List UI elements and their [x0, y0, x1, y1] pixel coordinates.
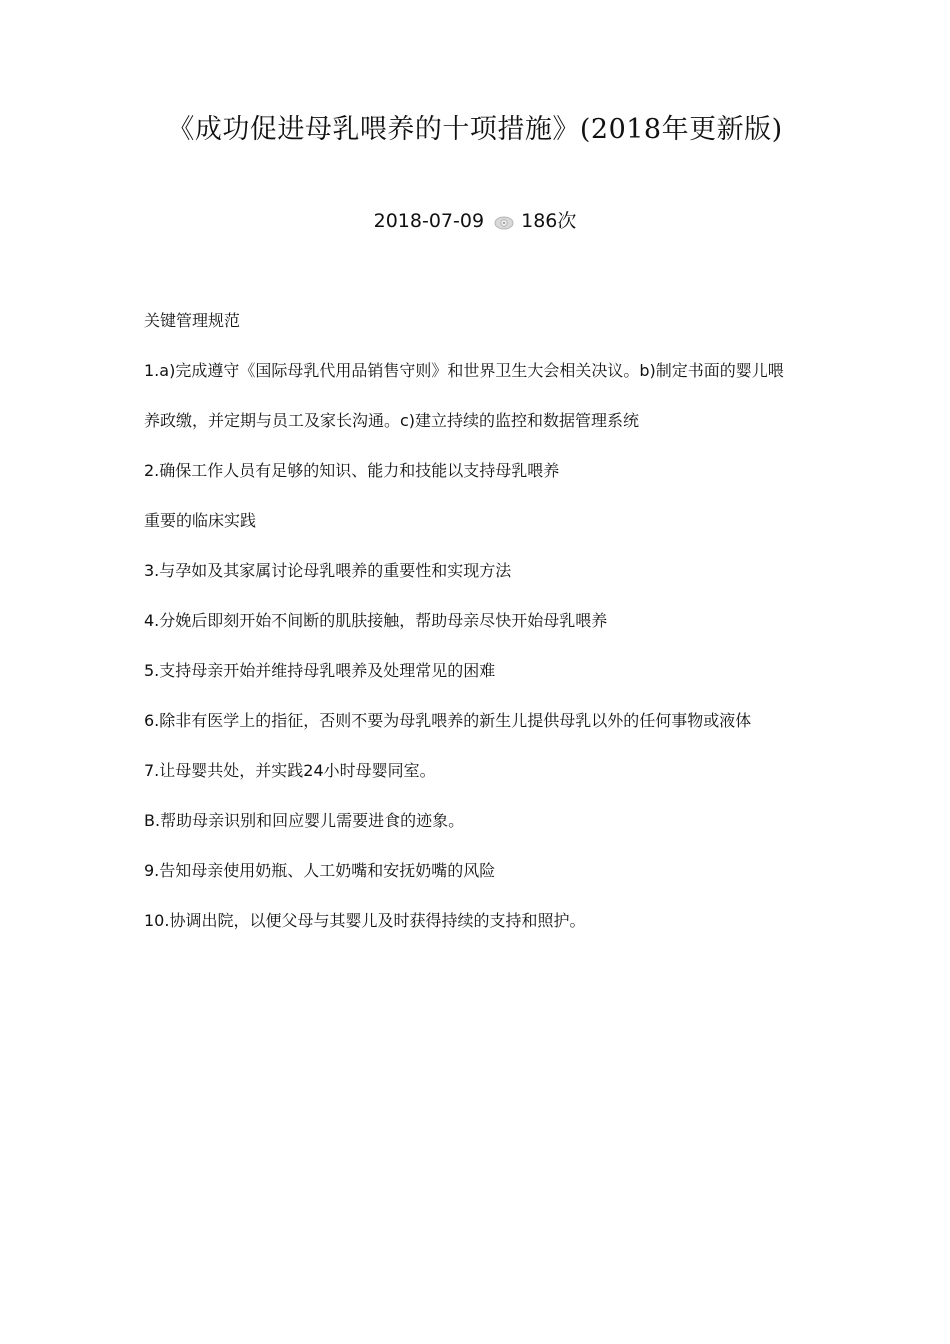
article-paragraph: 5.支持母亲开始并维持母乳喂养及处理常见的困难: [144, 661, 496, 680]
article-body: [144, 296, 814, 946]
article-paragraph: 4.分娩后即刻开始不间断的肌肤接触，帮助母亲尽快开始母乳喂养: [144, 611, 608, 630]
section-heading: 重要的临床实践: [144, 511, 257, 530]
article-paragraph: 2.确保工作人员有足够的知识、能力和技能以支持母乳喂养: [144, 461, 560, 480]
post-meta: [0, 206, 950, 236]
article-paragraph: 1.a)完成遵守《国际母乳代用品销售守则》和世界卫生大会相关决议。b)制定书面的婴儿喂: [144, 361, 784, 380]
article-paragraph: B.帮助母亲识别和回应婴儿需要进食的迹象。: [144, 811, 465, 830]
view-count: 186次: [521, 210, 577, 232]
article-paragraph: 6.除非有医学上的指征，否则不要为母乳喂养的新生儿提供母乳以外的任何事物或液体: [144, 711, 752, 730]
article-paragraph: 10.协调出院，以便父母与其婴儿及时获得持续的支持和照护。: [144, 911, 586, 930]
article-paragraph: 3.与孕如及其家属讨论母乳喂养的重要性和实现方法: [144, 561, 512, 580]
page-title: 《成功促进母乳喂养的十项措施》(2018年更新版): [167, 114, 783, 145]
article-paragraph: 养政缴，并定期与员工及家长沟通。c)建立持续的监控和数据管理系统: [144, 411, 640, 430]
article-paragraph: 7.让母婴共处，并实践24小时母婴同室。: [144, 761, 436, 780]
section-heading: 关键管理规范: [144, 311, 241, 330]
eye-icon: [494, 209, 514, 223]
article-paragraph: 9.告知母亲使用奶瓶、人工奶嘴和安抚奶嘴的风险: [144, 861, 496, 880]
post-date: 2018-07-09: [373, 210, 485, 232]
